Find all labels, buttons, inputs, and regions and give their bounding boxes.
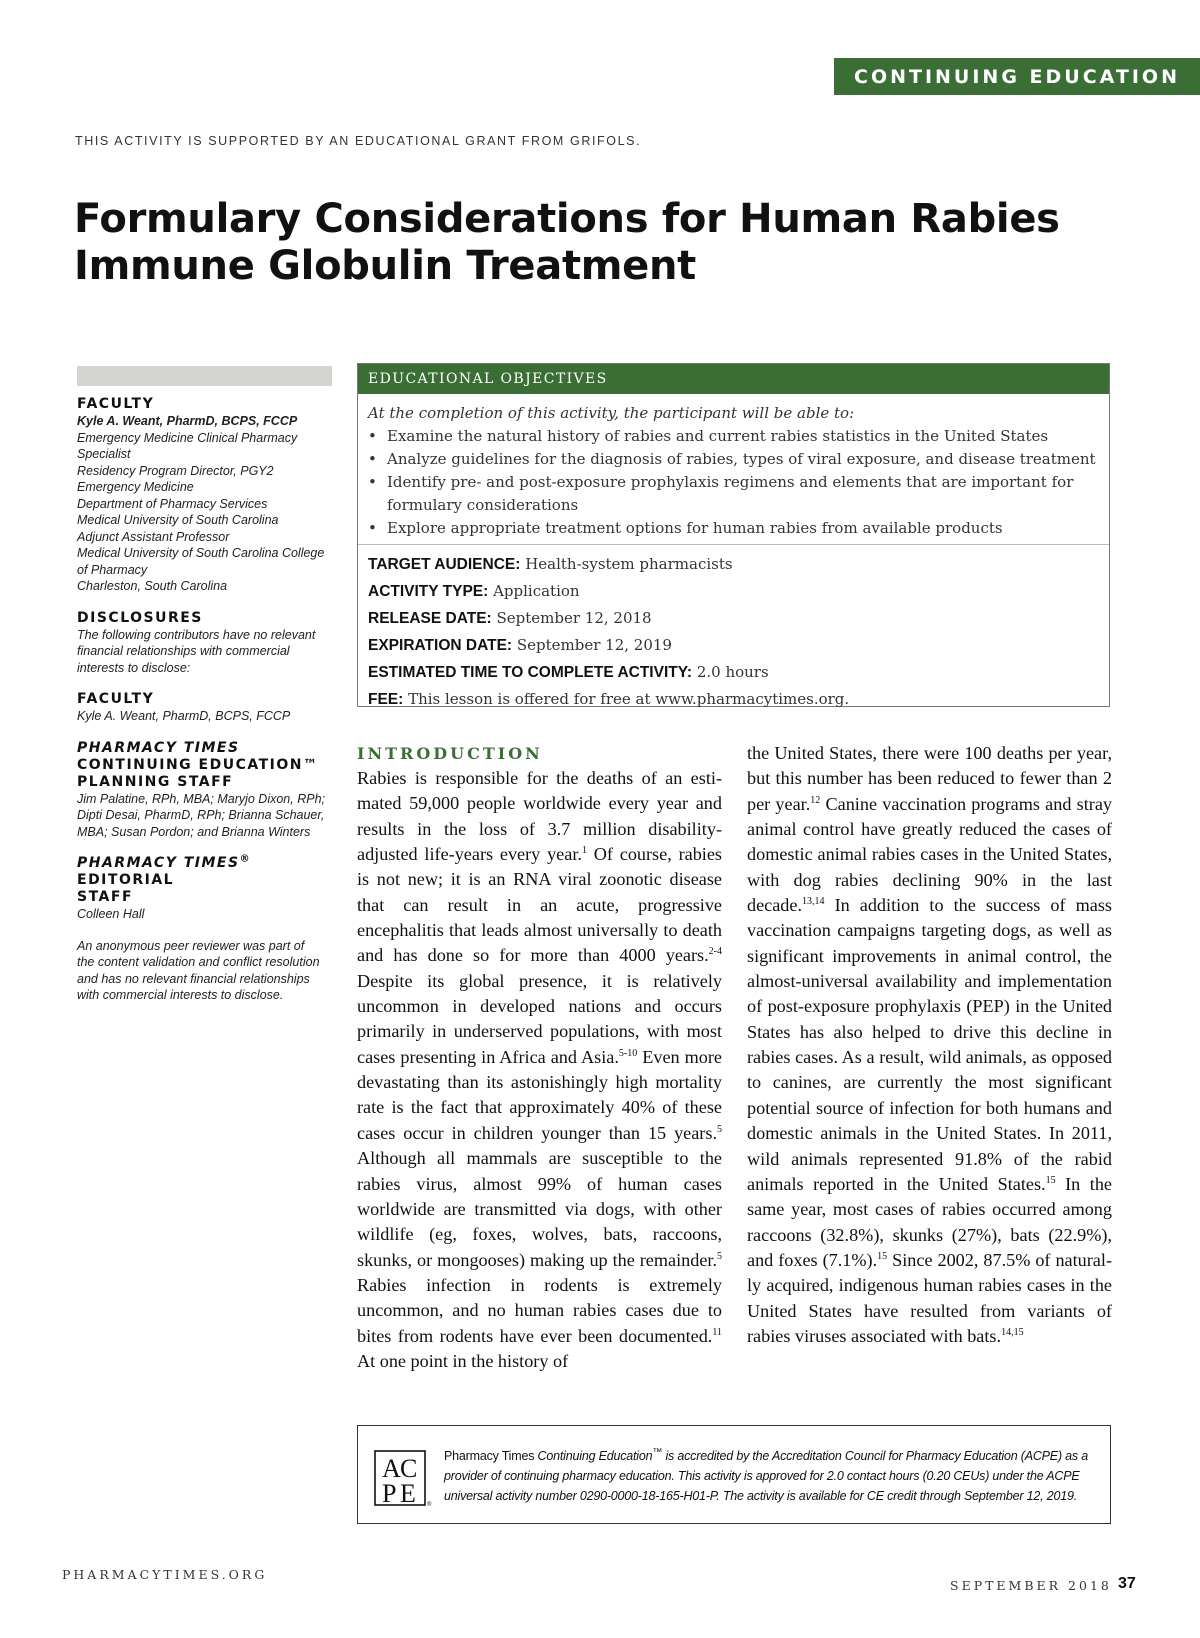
footer-issue: SEPTEMBER 2018 [950,1578,1112,1593]
title-line-1: Formulary Considerations for Human Rabies [74,196,1060,242]
faculty-detail-line: Emergency Medicine Clinical Pharmacy [77,430,298,445]
body-text: Despite its global presence, it is relatively uncommon in developed nations and occurs primarily in underserved populations, with most cases presenting in Africa and Asia. [357,970,722,1067]
citation-ref: 5 [717,1123,722,1135]
meta-row [368,659,1099,686]
disclosures-section [77,610,339,677]
body-text: the United States, there were 100 deaths per year, but this number has been reduced to fewer than 2 per year. [747,743,1112,814]
citation-ref: 1 [581,844,587,856]
objective-item [368,425,1099,448]
faculty-name: Kyle A. Weant, PharmD, BCPS, FCCP [77,414,298,428]
meta-label: TARGET AUDIENCE: [368,556,521,573]
body-text: In addition to the success of mass vaccination campaigns targeting dogs, as well as significant improvements in animal control, the almost-universal availability and implementation of post-exposure prophylaxis (PEP) in the United States has also helped to drive this decline in rabies cases. As a result, wild animals, as opposed to canines, are currently the most significant potential source of infection for both humans and domestic animals in the United States. In 2011, wild animals represented 91.8% of the rabid animals reported in the United States. [747,895,1112,1194]
faculty-detail-line: Adjunct Assistant Professor [77,529,230,544]
meta-value: This lesson is offered for free at www.pharmacytimes.org. [403,690,850,708]
citation-ref: 13,14 [802,896,825,907]
reviewer-line: the content validation and conflict resolution [77,955,320,969]
meta-row [368,578,1099,605]
reviewer-line: with commercial interests to disclose. [77,988,284,1002]
objectives-heading: EDUCATIONAL OBJECTIVES [358,364,1109,394]
svg-text:A: A [382,1454,401,1483]
body-text: Rabies is responsible for the deaths of an estimated 59,000 people worldwide every year and results in the loss of 3.7 million disability-adjusted life-years every year. [357,768,722,865]
meta-value: 2.0 hours [692,663,769,681]
meta-row [368,551,1099,578]
meta-row [368,632,1099,659]
objectives-list [368,425,1099,540]
objective-text: Analyze guidelines for the diagnosis of rabies, types of viral exposure, and disease treatment [387,450,1096,468]
svg-text:C: C [400,1454,418,1483]
faculty-detail-line: Charleston, South Carolina [77,579,228,593]
disclosures-text [77,627,339,677]
objective-item [368,471,1099,517]
introduction-column-2 [747,741,1112,1349]
body-text: At one point in the history of [357,1350,569,1371]
meta-label: EXPIRATION DATE: [368,637,513,654]
body-text: Canine vaccination programs and stray animal control have greatly reduced the cases of domestic animal rabies cases in the United States, with dog rabies declining 90% in the last decade. [747,793,1112,916]
bullet-icon: • [368,473,377,491]
meta-label: ACTIVITY TYPE: [368,583,489,600]
svg-text:®: ® [427,1502,432,1508]
faculty-detail-line: Medical University of South Carolina College [77,546,325,560]
meta-value: Health-system pharmacists [520,555,733,573]
faculty-detail-line: Department of Pharmacy Services [77,496,268,511]
body-text: In the same year, most cases of rabies occurred among raccoons (32.8%), skunks (27%), bats (22.9%), and foxes (7.1%). [747,1173,1112,1270]
grant-note: THIS ACTIVITY IS SUPPORTED BY AN EDUCATIONAL GRANT FROM GRIFOLS. [75,134,642,148]
citation-ref: 5 [717,1250,722,1262]
faculty-details [77,430,339,595]
planning-staff-section [77,740,339,841]
objectives-body [358,394,1109,544]
sidebar-top-bar [77,366,332,386]
planning-staff-text [77,791,339,841]
article-title [74,196,1074,290]
sidebar [77,396,339,1019]
body-text: Of course, rabies is not new; it is an RNA viral zoonotic disease that can result in an acute, progressive encephalitis that leads almost universally to death and has done so for more than 4000 years. [357,844,722,966]
title-line-2: Immune Globulin Treatment [74,243,696,289]
citation-ref: 14,15 [1001,1326,1024,1338]
objective-text: Explore appropriate treatment options for human rabies from available products [387,519,1003,537]
planning-heading-1: PHARMACY TIMES [77,739,240,756]
body-text: Although all mammals are susceptible to the rabies virus, almost 99% of human cases worldwide are transmitted via dogs, with other wildlife (eg, foxes, wolves, bats, raccoons, skunks, or mongooses) making up the remainder. [357,1148,722,1270]
reviewer-line: An anonymous peer reviewer was part of [77,938,305,953]
meta-value: Application [488,582,580,600]
meta-label: FEE: [368,691,404,708]
meta-row [368,686,1099,713]
editorial-name: Colleen Hall [77,907,145,921]
faculty-detail-line: Residency Program Director, PGY2 [77,463,274,478]
footer-site: PHARMACYTIMES.ORG [62,1567,268,1582]
acpe-logo-icon [374,1450,434,1508]
citation-ref: 12 [810,794,821,806]
objectives-intro: At the completion of this activity, the participant will be able to: [368,404,855,422]
citation-ref: 2-4 [708,946,722,958]
citation-ref: 5-10 [618,1047,638,1059]
disclosures-line: interests to disclose: [77,660,191,675]
faculty-heading-2: FACULTY [77,691,155,707]
citation-ref: 11 [712,1326,722,1338]
disclosures-heading: DISCLOSURES [77,609,203,626]
section-banner: CONTINUING EDUCATION [834,58,1200,95]
reviewer-line: and has no relevant financial relationships [77,971,310,986]
editorial-staff-section [77,855,339,923]
planning-staff-line: MBA; Susan Pordon; and Brianna Winters [77,824,311,839]
svg-text:E: E [400,1479,416,1508]
reviewer-section [77,938,339,1004]
objective-item [368,517,1099,540]
planning-staff-line: Jim Palatine, RPh, MBA; Maryjo Dixon, RPh; [77,791,325,806]
accreditation-text: Pharmacy Times Continuing Education™ is accredited by the Accreditation Council for Pharmacy Education (ACPE) as a provider of continuing pharmacy education. This activity is approved for 2.0 contact hours (0.20 CEUs) under the ACPE universal activity number 0290-0000-18-165-H01-P. The activity is available for CE credit through September 12, 2019. [444,1446,1089,1503]
faculty-detail-line: Medical University of South Carolina [77,513,279,527]
faculty-section [77,396,339,595]
bullet-icon: • [368,450,377,468]
editorial-heading-2: STAFF [77,889,134,905]
objective-text: Identify pre- and post-exposure prophylaxis regimens and elements that are important for formulary considerations [387,473,1074,514]
meta-row [368,605,1099,632]
svg-text:P: P [382,1479,397,1508]
bullet-icon: • [368,427,377,445]
faculty-disclosure-section [77,691,339,725]
accreditation-box [357,1425,1111,1524]
introduction-heading: INTRODUCTION [357,744,543,763]
disclosures-line: The following contributors have no relevant [77,627,316,642]
editorial-heading: PHARMACY TIMES® EDITORIAL [77,853,252,888]
citation-ref: 15 [877,1250,888,1262]
page-number: 37 [1118,1575,1136,1592]
introduction-column-1 [357,766,722,1374]
meta-value: September 12, 2018 [491,609,652,627]
body-text: Rabies infection in rodents is extremely uncommon, and no human rabies cases due to bites from rodents have ever been documented. [357,1274,722,1346]
faculty-name-2: Kyle A. Weant, PharmD, BCPS, FCCP [77,709,291,723]
meta-value: September 12, 2019 [512,636,672,654]
citation-ref: 15 [1045,1174,1056,1186]
faculty-detail-line: of Pharmacy [77,562,148,577]
faculty-detail-line: Specialist [77,447,131,461]
reviewer-text [77,938,339,1004]
planning-staff-line: Dipti Desai, PharmD, RPh; Brianna Schauer, [77,808,325,822]
faculty-heading: FACULTY [77,396,155,412]
activity-meta [358,545,1109,713]
planning-heading-2: CONTINUING EDUCATION™ [77,756,319,773]
meta-label: ESTIMATED TIME TO COMPLETE ACTIVITY: [368,664,693,681]
objectives-box [357,363,1110,707]
disclosures-line: financial relationships with commercial [77,644,290,658]
objective-item [368,448,1099,471]
meta-label: RELEASE DATE: [368,610,492,627]
body-text: Since 2002, 87.5% of naturally acquired, indigenous human rabies cases in the United States have resulted from variants of rabies viruses associated with bats. [747,1249,1112,1346]
planning-heading-3: PLANNING STAFF [77,773,234,790]
faculty-detail-line: Emergency Medicine [77,480,194,494]
objective-text: Examine the natural history of rabies and current rabies statistics in the United States [387,427,1049,445]
bullet-icon: • [368,519,377,537]
body-text: Even more devastating than its astonishingly high mortality rate is the fact that approximately 40% of these cases occur in children younger than 15 years. [357,1046,722,1143]
